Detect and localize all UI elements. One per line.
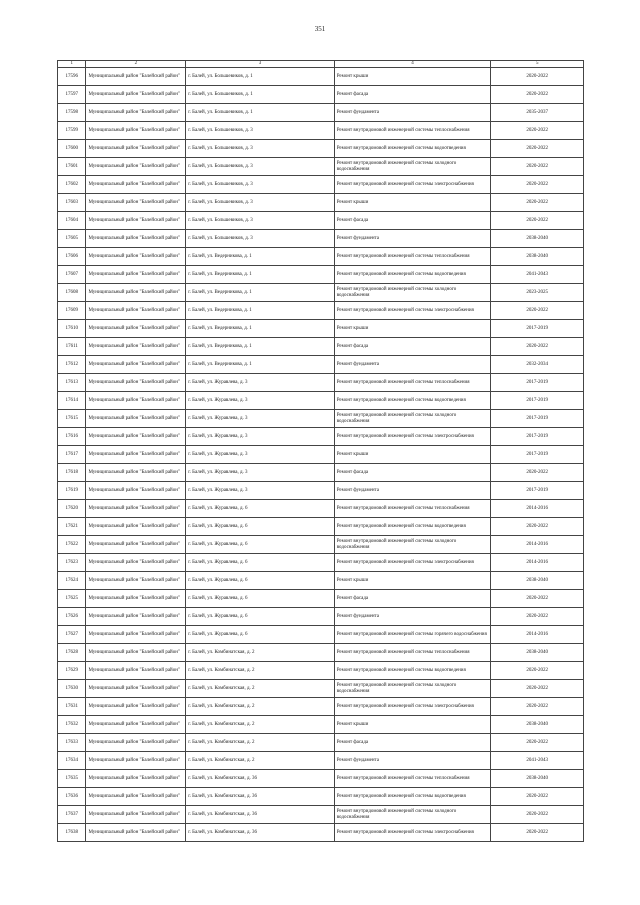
work-type-cell: Ремонт крыши xyxy=(334,572,491,590)
row-number-cell: 17626 xyxy=(58,608,86,626)
work-type-cell: Ремонт внутридомовой инженерной системы горячего водоснабжения xyxy=(334,626,491,644)
period-cell: 2020-2022 xyxy=(491,194,584,212)
row-number-cell: 17628 xyxy=(58,644,86,662)
table-row xyxy=(58,518,584,536)
municipality-cell: Муниципальный район "Балейский район" xyxy=(86,698,186,716)
period-cell: 2020-2022 xyxy=(491,788,584,806)
table-row xyxy=(58,572,584,590)
column-header-2: 2 xyxy=(86,61,186,68)
address-cell: г. Балей, ул. Комбинатская, д. 36 xyxy=(186,788,335,806)
municipality-cell: Муниципальный район "Балейский район" xyxy=(86,68,186,86)
column-header-4: 4 xyxy=(334,61,491,68)
row-number-cell: 17610 xyxy=(58,320,86,338)
repair-schedule-table xyxy=(57,60,584,842)
column-header-1: 1 xyxy=(58,61,86,68)
row-number-cell: 17629 xyxy=(58,662,86,680)
work-type-cell: Ремонт фундамента xyxy=(334,608,491,626)
row-number-cell: 17631 xyxy=(58,698,86,716)
table-row xyxy=(58,320,584,338)
table-row xyxy=(58,266,584,284)
period-cell: 2017-2019 xyxy=(491,410,584,428)
municipality-cell: Муниципальный район "Балейский район" xyxy=(86,338,186,356)
row-number-cell: 17633 xyxy=(58,734,86,752)
table-row xyxy=(58,662,584,680)
period-cell: 2020-2022 xyxy=(491,122,584,140)
table-row xyxy=(58,194,584,212)
address-cell: г. Балей, ул. Комбинатская, д. 2 xyxy=(186,680,335,698)
period-cell: 2020-2022 xyxy=(491,302,584,320)
work-type-cell: Ремонт внутридомовой инженерной системы водоотведения xyxy=(334,266,491,284)
table-row xyxy=(58,392,584,410)
table-row xyxy=(58,716,584,734)
table-row xyxy=(58,554,584,572)
table-row xyxy=(58,644,584,662)
period-cell: 2038-2040 xyxy=(491,716,584,734)
address-cell: г. Балей, ул. Журавлева, д. 3 xyxy=(186,428,335,446)
municipality-cell: Муниципальный район "Балейский район" xyxy=(86,446,186,464)
work-type-cell: Ремонт внутридомовой инженерной системы водоотведения xyxy=(334,518,491,536)
period-cell: 2020-2022 xyxy=(491,86,584,104)
municipality-cell: Муниципальный район "Балейский район" xyxy=(86,608,186,626)
municipality-cell: Муниципальный район "Балейский район" xyxy=(86,158,186,176)
period-cell: 2020-2022 xyxy=(491,590,584,608)
table-row xyxy=(58,104,584,122)
period-cell: 2020-2022 xyxy=(491,212,584,230)
table-row xyxy=(58,284,584,302)
municipality-cell: Муниципальный район "Балейский район" xyxy=(86,428,186,446)
row-number-cell: 17608 xyxy=(58,284,86,302)
work-type-cell: Ремонт фасада xyxy=(334,464,491,482)
address-cell: г. Балей, ул. Комбинатская, д. 36 xyxy=(186,770,335,788)
work-type-cell: Ремонт внутридомовой инженерной системы электроснабжения xyxy=(334,302,491,320)
page-number: 351 xyxy=(314,25,326,33)
work-type-cell: Ремонт фасада xyxy=(334,338,491,356)
row-number-cell: 17632 xyxy=(58,716,86,734)
address-cell: г. Балей, ул. Ведерникова, д. 1 xyxy=(186,266,335,284)
table-row xyxy=(58,338,584,356)
row-number-cell: 17613 xyxy=(58,374,86,392)
address-cell: г. Балей, ул. Ведерникова, д. 1 xyxy=(186,320,335,338)
work-type-cell: Ремонт внутридомовой инженерной системы теплоснабжения xyxy=(334,122,491,140)
work-type-cell: Ремонт внутридомовой инженерной системы водоотведения xyxy=(334,662,491,680)
address-cell: г. Балей, ул. Комбинатская, д. 2 xyxy=(186,698,335,716)
table-row xyxy=(58,626,584,644)
municipality-cell: Муниципальный район "Балейский район" xyxy=(86,716,186,734)
municipality-cell: Муниципальный район "Балейский район" xyxy=(86,104,186,122)
row-number-cell: 17609 xyxy=(58,302,86,320)
row-number-cell: 17603 xyxy=(58,194,86,212)
municipality-cell: Муниципальный район "Балейский район" xyxy=(86,176,186,194)
municipality-cell: Муниципальный район "Балейский район" xyxy=(86,626,186,644)
period-cell: 2020-2022 xyxy=(491,464,584,482)
work-type-cell: Ремонт внутридомовой инженерной системы водоотведения xyxy=(334,392,491,410)
work-type-cell: Ремонт внутридомовой инженерной системы холодного водоснабжения xyxy=(334,680,491,698)
work-type-cell: Ремонт фасада xyxy=(334,86,491,104)
municipality-cell: Муниципальный район "Балейский район" xyxy=(86,482,186,500)
address-cell: г. Балей, ул. Комбинатская, д. 2 xyxy=(186,716,335,734)
period-cell: 2020-2022 xyxy=(491,824,584,842)
period-cell: 2020-2022 xyxy=(491,338,584,356)
address-cell: г. Балей, ул. Журавлева, д. 3 xyxy=(186,374,335,392)
period-cell: 2014-2016 xyxy=(491,500,584,518)
work-type-cell: Ремонт фасада xyxy=(334,212,491,230)
period-cell: 2017-2019 xyxy=(491,428,584,446)
period-cell: 2017-2019 xyxy=(491,374,584,392)
work-type-cell: Ремонт внутридомовой инженерной системы холодного водоснабжения xyxy=(334,410,491,428)
period-cell: 2020-2022 xyxy=(491,680,584,698)
table-row xyxy=(58,590,584,608)
period-cell: 2020-2022 xyxy=(491,140,584,158)
period-cell: 2017-2019 xyxy=(491,392,584,410)
address-cell: г. Балей, ул. Ведерникова, д. 1 xyxy=(186,338,335,356)
row-number-cell: 17619 xyxy=(58,482,86,500)
row-number-cell: 17604 xyxy=(58,212,86,230)
row-number-cell: 17636 xyxy=(58,788,86,806)
row-number-cell: 17623 xyxy=(58,554,86,572)
work-type-cell: Ремонт внутридомовой инженерной системы водоотведения xyxy=(334,788,491,806)
address-cell: г. Балей, ул. Комбинатская, д. 36 xyxy=(186,824,335,842)
work-type-cell: Ремонт внутридомовой инженерной системы теплоснабжения xyxy=(334,500,491,518)
work-type-cell: Ремонт внутридомовой инженерной системы теплоснабжения xyxy=(334,644,491,662)
municipality-cell: Муниципальный район "Балейский район" xyxy=(86,86,186,104)
work-type-cell: Ремонт внутридомовой инженерной системы водоотведения xyxy=(334,140,491,158)
table-row xyxy=(58,158,584,176)
work-type-cell: Ремонт фундамента xyxy=(334,104,491,122)
period-cell: 2020-2022 xyxy=(491,68,584,86)
address-cell: г. Балей, ул. Журавлева, д. 6 xyxy=(186,518,335,536)
period-cell: 2020-2022 xyxy=(491,608,584,626)
address-cell: г. Балей, ул. Большевиков, д. 3 xyxy=(186,212,335,230)
table-row xyxy=(58,248,584,266)
period-cell: 2017-2019 xyxy=(491,482,584,500)
row-number-cell: 17612 xyxy=(58,356,86,374)
address-cell: г. Балей, ул. Журавлева, д. 6 xyxy=(186,500,335,518)
municipality-cell: Муниципальный район "Балейский район" xyxy=(86,302,186,320)
municipality-cell: Муниципальный район "Балейский район" xyxy=(86,140,186,158)
period-cell: 2020-2022 xyxy=(491,698,584,716)
municipality-cell: Муниципальный район "Балейский район" xyxy=(86,572,186,590)
row-number-cell: 17638 xyxy=(58,824,86,842)
work-type-cell: Ремонт внутридомовой инженерной системы электроснабжения xyxy=(334,554,491,572)
address-cell: г. Балей, ул. Большевиков, д. 3 xyxy=(186,140,335,158)
period-cell: 2017-2019 xyxy=(491,446,584,464)
work-type-cell: Ремонт внутридомовой инженерной системы электроснабжения xyxy=(334,428,491,446)
row-number-cell: 17600 xyxy=(58,140,86,158)
address-cell: г. Балей, ул. Комбинатская, д. 36 xyxy=(186,806,335,824)
table-row xyxy=(58,302,584,320)
table-row xyxy=(58,446,584,464)
period-cell: 2041-2043 xyxy=(491,266,584,284)
period-cell: 2014-2016 xyxy=(491,626,584,644)
address-cell: г. Балей, ул. Ведерникова, д. 1 xyxy=(186,248,335,266)
period-cell: 2035-2037 xyxy=(491,104,584,122)
row-number-cell: 17621 xyxy=(58,518,86,536)
address-cell: г. Балей, ул. Ведерникова, д. 1 xyxy=(186,356,335,374)
period-cell: 2014-2016 xyxy=(491,536,584,554)
work-type-cell: Ремонт внутридомовой инженерной системы холодного водоснабжения xyxy=(334,158,491,176)
work-type-cell: Ремонт крыши xyxy=(334,716,491,734)
municipality-cell: Муниципальный район "Балейский район" xyxy=(86,680,186,698)
address-cell: г. Балей, ул. Большевиков, д. 3 xyxy=(186,194,335,212)
table-row xyxy=(58,464,584,482)
municipality-cell: Муниципальный район "Балейский район" xyxy=(86,734,186,752)
address-cell: г. Балей, ул. Журавлева, д. 3 xyxy=(186,392,335,410)
work-type-cell: Ремонт внутридомовой инженерной системы холодного водоснабжения xyxy=(334,806,491,824)
work-type-cell: Ремонт внутридомовой инженерной системы холодного водоснабжения xyxy=(334,536,491,554)
address-cell: г. Балей, ул. Журавлева, д. 3 xyxy=(186,464,335,482)
work-type-cell: Ремонт внутридомовой инженерной системы теплоснабжения xyxy=(334,248,491,266)
address-cell: г. Балей, ул. Журавлева, д. 6 xyxy=(186,554,335,572)
table-row xyxy=(58,482,584,500)
table-row xyxy=(58,86,584,104)
address-cell: г. Балей, ул. Комбинатская, д. 2 xyxy=(186,734,335,752)
address-cell: г. Балей, ул. Большевиков, д. 3 xyxy=(186,230,335,248)
table-row xyxy=(58,770,584,788)
municipality-cell: Муниципальный район "Балейский район" xyxy=(86,590,186,608)
municipality-cell: Муниципальный район "Балейский район" xyxy=(86,284,186,302)
address-cell: г. Балей, ул. Большевиков, д. 1 xyxy=(186,86,335,104)
address-cell: г. Балей, ул. Комбинатская, д. 2 xyxy=(186,644,335,662)
work-type-cell: Ремонт фасада xyxy=(334,590,491,608)
municipality-cell: Муниципальный район "Балейский район" xyxy=(86,194,186,212)
row-number-cell: 17602 xyxy=(58,176,86,194)
row-number-cell: 17616 xyxy=(58,428,86,446)
address-cell: г. Балей, ул. Большевиков, д. 1 xyxy=(186,104,335,122)
table-row xyxy=(58,68,584,86)
period-cell: 2041-2043 xyxy=(491,752,584,770)
work-type-cell: Ремонт крыши xyxy=(334,68,491,86)
address-cell: г. Балей, ул. Журавлева, д. 6 xyxy=(186,572,335,590)
column-header-5: 5 xyxy=(491,61,584,68)
table-row xyxy=(58,698,584,716)
address-cell: г. Балей, ул. Ведерникова, д. 1 xyxy=(186,302,335,320)
table-row xyxy=(58,806,584,824)
address-cell: г. Балей, ул. Журавлева, д. 6 xyxy=(186,536,335,554)
municipality-cell: Муниципальный район "Балейский район" xyxy=(86,122,186,140)
municipality-cell: Муниципальный район "Балейский район" xyxy=(86,662,186,680)
work-type-cell: Ремонт внутридомовой инженерной системы электроснабжения xyxy=(334,176,491,194)
municipality-cell: Муниципальный район "Балейский район" xyxy=(86,248,186,266)
row-number-cell: 17618 xyxy=(58,464,86,482)
row-number-cell: 17598 xyxy=(58,104,86,122)
row-number-cell: 17614 xyxy=(58,392,86,410)
municipality-cell: Муниципальный район "Балейский район" xyxy=(86,356,186,374)
column-header-3: 3 xyxy=(186,61,335,68)
municipality-cell: Муниципальный район "Балейский район" xyxy=(86,554,186,572)
row-number-cell: 17617 xyxy=(58,446,86,464)
address-cell: г. Балей, ул. Большевиков, д. 3 xyxy=(186,158,335,176)
row-number-cell: 17607 xyxy=(58,266,86,284)
table-row xyxy=(58,374,584,392)
table-row xyxy=(58,680,584,698)
municipality-cell: Муниципальный район "Балейский район" xyxy=(86,266,186,284)
period-cell: 2017-2019 xyxy=(491,320,584,338)
table-row xyxy=(58,410,584,428)
work-type-cell: Ремонт фасада xyxy=(334,734,491,752)
municipality-cell: Муниципальный район "Балейский район" xyxy=(86,230,186,248)
row-number-cell: 17635 xyxy=(58,770,86,788)
period-cell: 2020-2022 xyxy=(491,158,584,176)
municipality-cell: Муниципальный район "Балейский район" xyxy=(86,212,186,230)
period-cell: 2032-2034 xyxy=(491,356,584,374)
municipality-cell: Муниципальный район "Балейский район" xyxy=(86,788,186,806)
municipality-cell: Муниципальный район "Балейский район" xyxy=(86,374,186,392)
address-cell: г. Балей, ул. Большевиков, д. 1 xyxy=(186,68,335,86)
municipality-cell: Муниципальный район "Балейский район" xyxy=(86,410,186,428)
address-cell: г. Балей, ул. Журавлева, д. 3 xyxy=(186,482,335,500)
address-cell: г. Балей, ул. Журавлева, д. 3 xyxy=(186,446,335,464)
municipality-cell: Муниципальный район "Балейский район" xyxy=(86,752,186,770)
row-number-cell: 17611 xyxy=(58,338,86,356)
period-cell: 2038-2040 xyxy=(491,770,584,788)
period-cell: 2020-2022 xyxy=(491,734,584,752)
address-cell: г. Балей, ул. Журавлева, д. 6 xyxy=(186,608,335,626)
table-row xyxy=(58,608,584,626)
work-type-cell: Ремонт фундамента xyxy=(334,752,491,770)
work-type-cell: Ремонт внутридомовой инженерной системы теплоснабжения xyxy=(334,770,491,788)
period-cell: 2020-2022 xyxy=(491,176,584,194)
row-number-cell: 17630 xyxy=(58,680,86,698)
address-cell: г. Балей, ул. Журавлева, д. 3 xyxy=(186,410,335,428)
address-cell: г. Балей, ул. Журавлева, д. 6 xyxy=(186,626,335,644)
row-number-cell: 17615 xyxy=(58,410,86,428)
period-cell: 2014-2016 xyxy=(491,554,584,572)
work-type-cell: Ремонт внутридомовой инженерной системы электроснабжения xyxy=(334,698,491,716)
row-number-cell: 17625 xyxy=(58,590,86,608)
municipality-cell: Муниципальный район "Балейский район" xyxy=(86,644,186,662)
address-cell: г. Балей, ул. Комбинатская, д. 2 xyxy=(186,752,335,770)
row-number-cell: 17622 xyxy=(58,536,86,554)
period-cell: 2038-2040 xyxy=(491,248,584,266)
row-number-cell: 17627 xyxy=(58,626,86,644)
address-cell: г. Балей, ул. Большевиков, д. 3 xyxy=(186,122,335,140)
table-row xyxy=(58,122,584,140)
table-row xyxy=(58,230,584,248)
table-row xyxy=(58,212,584,230)
period-cell: 2038-2040 xyxy=(491,230,584,248)
work-type-cell: Ремонт внутридомовой инженерной системы электроснабжения xyxy=(334,824,491,842)
period-cell: 2020-2022 xyxy=(491,662,584,680)
work-type-cell: Ремонт внутридомовой инженерной системы холодного водоснабжения xyxy=(334,284,491,302)
address-cell: г. Балей, ул. Ведерникова, д. 1 xyxy=(186,284,335,302)
row-number-cell: 17601 xyxy=(58,158,86,176)
table-header-row xyxy=(58,61,584,68)
table-row xyxy=(58,140,584,158)
table-row xyxy=(58,824,584,842)
row-number-cell: 17606 xyxy=(58,248,86,266)
period-cell: 2020-2022 xyxy=(491,518,584,536)
work-type-cell: Ремонт фундамента xyxy=(334,230,491,248)
row-number-cell: 17605 xyxy=(58,230,86,248)
period-cell: 2020-2022 xyxy=(491,806,584,824)
row-number-cell: 17620 xyxy=(58,500,86,518)
municipality-cell: Муниципальный район "Балейский район" xyxy=(86,770,186,788)
row-number-cell: 17637 xyxy=(58,806,86,824)
table-body xyxy=(58,68,584,842)
work-type-cell: Ремонт крыши xyxy=(334,194,491,212)
work-type-cell: Ремонт фундамента xyxy=(334,356,491,374)
table-row xyxy=(58,536,584,554)
row-number-cell: 17624 xyxy=(58,572,86,590)
row-number-cell: 17599 xyxy=(58,122,86,140)
work-type-cell: Ремонт крыши xyxy=(334,320,491,338)
address-cell: г. Балей, ул. Журавлева, д. 6 xyxy=(186,590,335,608)
municipality-cell: Муниципальный район "Балейский район" xyxy=(86,824,186,842)
period-cell: 2038-2040 xyxy=(491,572,584,590)
address-cell: г. Балей, ул. Комбинатская, д. 2 xyxy=(186,662,335,680)
municipality-cell: Муниципальный район "Балейский район" xyxy=(86,500,186,518)
table-row xyxy=(58,356,584,374)
municipality-cell: Муниципальный район "Балейский район" xyxy=(86,518,186,536)
municipality-cell: Муниципальный район "Балейский район" xyxy=(86,806,186,824)
address-cell: г. Балей, ул. Большевиков, д. 3 xyxy=(186,176,335,194)
municipality-cell: Муниципальный район "Балейский район" xyxy=(86,392,186,410)
table-row xyxy=(58,788,584,806)
table-row xyxy=(58,752,584,770)
period-cell: 2038-2040 xyxy=(491,644,584,662)
municipality-cell: Муниципальный район "Балейский район" xyxy=(86,320,186,338)
row-number-cell: 17597 xyxy=(58,86,86,104)
table-row xyxy=(58,734,584,752)
period-cell: 2023-2025 xyxy=(491,284,584,302)
table-row xyxy=(58,428,584,446)
municipality-cell: Муниципальный район "Балейский район" xyxy=(86,536,186,554)
table-row xyxy=(58,500,584,518)
work-type-cell: Ремонт внутридомовой инженерной системы теплоснабжения xyxy=(334,374,491,392)
table-row xyxy=(58,176,584,194)
municipality-cell: Муниципальный район "Балейский район" xyxy=(86,464,186,482)
row-number-cell: 17596 xyxy=(58,68,86,86)
work-type-cell: Ремонт крыши xyxy=(334,446,491,464)
work-type-cell: Ремонт фундамента xyxy=(334,482,491,500)
row-number-cell: 17634 xyxy=(58,752,86,770)
